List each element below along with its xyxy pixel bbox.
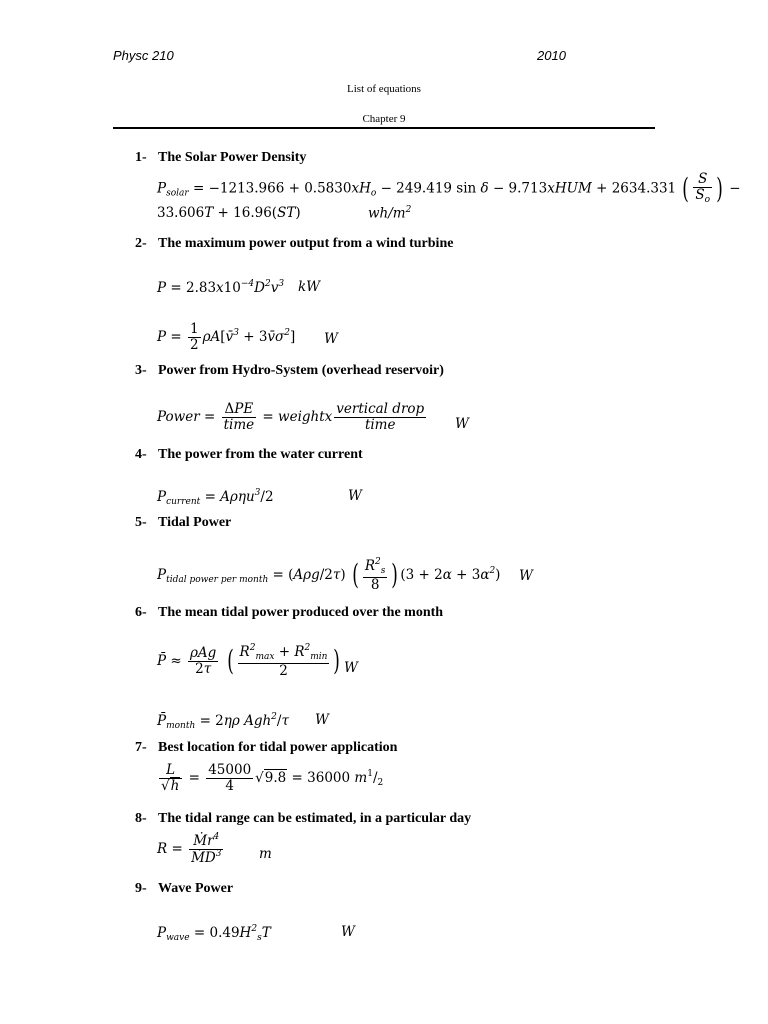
section-heading-5: 5- Tidal Power [135,515,232,530]
unit-w-wave: W [341,924,355,940]
section-heading-7: 7- Best location for tidal power application [135,740,398,755]
unit-w-hydro: W [455,416,469,432]
section-heading-2: 2- The maximum power output from a wind turbine [135,236,454,251]
section-heading-6: 6- The mean tidal power produced over the month [135,605,444,620]
equation-solar-power-density-continued: 33.606T + 16.96(ST) [157,205,301,221]
section-heading-1: 1- The Solar Power Density [135,150,307,165]
unit-w-current: W [348,488,362,504]
equation-wind-power-average: P = $\frac{1}{2}$ ρA[v̄$^3$ + $3v̄\sigma^2$] [157,321,296,353]
section-heading-4: 4- The power from the water current [135,447,363,462]
equation-solar-power-density: $P_{solar} = -1213.966 + 0.5830xH_o - 249.419$ sin δ − 9.713xHUM + 2634.331 ( $\frac{S}{S_o}$ ) − [157,171,741,205]
equation-water-current-power: $P_{current} = A\rho\eta u^3/2$ [157,488,274,507]
equation-mean-tidal-power-month: $P̄_{month} = 2\eta\rho$ Agh$^2$/τ [157,712,289,731]
equation-wave-power: $P_{wave} = 0.49H^2_sT$ [157,924,271,943]
equation-tidal-location: $\frac{L}{√h}$ = $\frac{45000}{4}$ √9.8 = 36000 $m^1/_2$ [161,762,384,794]
header-rule [113,127,655,129]
unit-w-mean-tidal: W [344,660,358,676]
unit-w-wind: W [324,331,338,347]
course-code: Physc 210 [113,48,174,63]
equation-wind-power-max: $P = 2.83x10^{-4}D^2v^3$ [157,279,285,296]
unit-w-month: W [315,712,329,728]
unit-w-tidal: W [519,568,533,584]
chapter-label: Chapter 9 [362,113,406,125]
equation-tidal-range: R = $\frac{Ṁr^4}{ṀD^3}$ [157,832,222,866]
equation-hydro-power: Power = $\frac{\text{ΔPE}}{\text{time}}$ = weightx $\frac{\text{vertical drop}}{\text{time}}$ [157,401,425,433]
unit-wh-per-m2: $wh/m^2$ [368,205,412,222]
year: 2010 [537,48,566,63]
section-heading-8: 8- The tidal range can be estimated, in a particular day [135,811,472,826]
equation-mean-tidal-power: P̄ ≈ $\frac{\text{ρAg}}{2\tau}$ ( $\frac{R^2_{max} + R^2_{min}}{2}$ ) [157,643,341,679]
section-heading-9: 9- Wave Power [135,881,234,896]
unit-m: m [259,846,272,862]
equation-tidal-power-per-month: $P_{tidal power per month} = (A\rho g/2\tau)$ ( $\frac{R^2_s}{8}$ ) $(3 + 2\alpha + 3\alpha^2)$ [157,557,501,593]
document-title: List of equations [347,83,421,95]
section-heading-3: 3- Power from Hydro-System (overhead reservoir) [135,363,444,378]
unit-kw: kW [298,279,321,295]
